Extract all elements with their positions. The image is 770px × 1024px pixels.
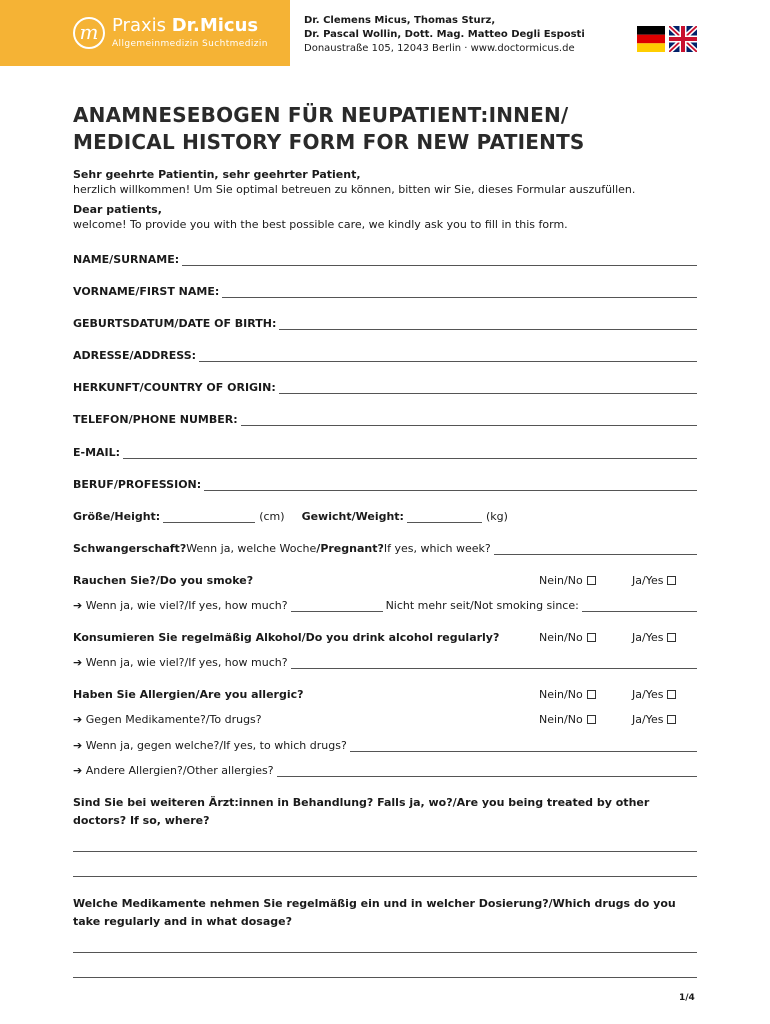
field-label: VORNAME/FIRST NAME: — [73, 285, 220, 298]
weight-label: Gewicht/Weight: — [301, 510, 404, 523]
option-label: Nein/No — [539, 713, 583, 726]
input-line[interactable] — [123, 448, 697, 459]
title-line-1: ANAMNESEBOGEN FÜR NEUPATIENT:INNEN/ — [73, 103, 569, 127]
page-title — [73, 102, 585, 156]
input-line[interactable] — [199, 351, 697, 362]
alcohol-no-option[interactable] — [539, 631, 596, 644]
checkbox[interactable] — [667, 576, 676, 585]
height-label: Größe/Height: — [73, 510, 161, 523]
height-unit: (cm) — [259, 510, 285, 523]
allergy-drugs-label: ➔ Gegen Medikamente?/To drugs? — [73, 713, 262, 726]
option-label: Ja/Yes — [632, 574, 664, 587]
intro-en-greeting: Dear patients, — [73, 203, 162, 216]
field-date-of-birth[interactable] — [73, 317, 697, 330]
allergy-drugs-yes-option[interactable] — [632, 713, 676, 726]
option-label: Nein/No — [539, 574, 583, 587]
title-line-2: MEDICAL HISTORY FORM FOR NEW PATIENTS — [73, 130, 585, 154]
field-name[interactable] — [73, 253, 697, 266]
uk-flag-icon[interactable] — [669, 26, 697, 52]
allergy-other-label: ➔ Andere Allergien?/Other allergies? — [73, 764, 274, 777]
intro-de-text: herzlich willkommen! Um Sie optimal betreuen zu können, bitten wir Sie, dieses Formular auszufüllen. — [73, 183, 636, 196]
field-label: E-MAIL: — [73, 446, 121, 459]
height-input[interactable] — [163, 512, 255, 523]
field-label: TELEFON/PHONE NUMBER: — [73, 413, 238, 426]
option-label: Ja/Yes — [632, 713, 664, 726]
input-line[interactable] — [279, 383, 697, 394]
field-label: BERUF/PROFESSION: — [73, 478, 202, 491]
weight-unit: (kg) — [485, 510, 508, 523]
checkbox[interactable] — [667, 690, 676, 699]
field-country-of-origin[interactable] — [73, 381, 697, 394]
field-first-name[interactable] — [73, 285, 697, 298]
option-label: Nein/No — [539, 631, 583, 644]
logo-name-plain: Praxis — [112, 15, 172, 36]
smoke-followup-row — [73, 599, 697, 612]
header-address: Donaustraße 105, 12043 Berlin · www.doctormicus.de — [304, 43, 575, 54]
allergy-which-label: ➔ Wenn ja, gegen welche?/If yes, to which drugs? — [73, 739, 347, 752]
field-label: NAME/SURNAME: — [73, 253, 180, 266]
field-profession[interactable] — [73, 478, 697, 491]
checkbox[interactable] — [587, 576, 596, 585]
logo-name-bold: Dr.Micus — [171, 15, 259, 36]
intro-en-text: welcome! To provide you with the best possible care, we kindly ask you to fill in this form. — [73, 218, 568, 231]
input-line[interactable] — [204, 480, 697, 491]
doctors-input-line-2[interactable] — [73, 876, 697, 877]
header-doctors-line-2: Dr. Pascal Wollin, Dott. Mag. Matteo Degli Esposti — [304, 29, 585, 40]
german-flag-icon[interactable] — [637, 26, 665, 52]
checkbox[interactable] — [587, 690, 596, 699]
medications-input-line-1[interactable] — [73, 952, 697, 953]
option-label: Ja/Yes — [632, 631, 664, 644]
logo-banner — [0, 0, 290, 66]
alcohol-question: Konsumieren Sie regelmäßig Alkohol/Do you drink alcohol regularly? — [73, 631, 500, 644]
field-address[interactable] — [73, 349, 697, 362]
alcohol-amount-input[interactable] — [291, 658, 697, 669]
smoke-since-label: Nicht mehr seit/Not smoking since: — [385, 599, 579, 612]
weight-input[interactable] — [407, 512, 482, 523]
smoke-no-option[interactable] — [539, 574, 596, 587]
field-phone[interactable] — [73, 413, 697, 426]
input-line[interactable] — [182, 255, 697, 266]
smoke-yes-option[interactable] — [632, 574, 676, 587]
doctors-question: Sind Sie bei weiteren Ärzt:innen in Behandlung? Falls ja, wo?/Are you being treated by other doctors? If so, where? — [73, 796, 650, 827]
smoke-amount-label: ➔ Wenn ja, wie viel?/If yes, how much? — [73, 599, 288, 612]
medications-input-line-2[interactable] — [73, 977, 697, 978]
field-label: ADRESSE/ADDRESS: — [73, 349, 197, 362]
field-label: GEBURTSDATUM/DATE OF BIRTH: — [73, 317, 277, 330]
pregnant-text-de: Wenn ja, welche Woche — [186, 542, 317, 555]
alcohol-yes-option[interactable] — [632, 631, 676, 644]
allergy-other-row — [73, 764, 697, 777]
input-line[interactable] — [222, 287, 697, 298]
pregnant-week-input[interactable] — [494, 544, 697, 555]
allergy-question: Haben Sie Allergien/Are you allergic? — [73, 688, 304, 701]
option-label: Nein/No — [539, 688, 583, 701]
input-line[interactable] — [279, 319, 697, 330]
pregnant-row — [73, 542, 697, 555]
alcohol-amount-label: ➔ Wenn ja, wie viel?/If yes, how much? — [73, 656, 288, 669]
allergy-which-row — [73, 739, 697, 752]
allergy-other-input[interactable] — [277, 766, 697, 777]
checkbox[interactable] — [587, 715, 596, 724]
option-label: Ja/Yes — [632, 688, 664, 701]
logo-icon: m — [73, 17, 105, 49]
smoke-amount-input[interactable] — [291, 601, 383, 612]
pregnant-label-de: Schwangerschaft? — [73, 542, 187, 555]
logo-tagline: Allgemeinmedizin Suchtmedizin — [112, 39, 268, 49]
page-number: 1/4 — [679, 993, 695, 1003]
allergy-drugs-no-option[interactable] — [539, 713, 596, 726]
field-label: HERKUNFT/COUNTRY OF ORIGIN: — [73, 381, 276, 394]
smoke-since-input[interactable] — [582, 601, 697, 612]
logo-name — [112, 16, 258, 36]
allergy-which-input[interactable] — [350, 741, 697, 752]
doctors-input-line-1[interactable] — [73, 851, 697, 852]
checkbox[interactable] — [587, 633, 596, 642]
checkbox[interactable] — [667, 633, 676, 642]
input-line[interactable] — [241, 415, 697, 426]
alcohol-followup-row — [73, 656, 697, 669]
intro-de-greeting: Sehr geehrte Patientin, sehr geehrter Patient, — [73, 168, 361, 181]
medications-question: Welche Medikamente nehmen Sie regelmäßig ein und in welcher Dosierung?/Which drugs do you take regularly and in what dosage? — [73, 897, 676, 928]
field-email[interactable] — [73, 446, 697, 459]
height-weight-row — [73, 510, 508, 523]
pregnant-text-en: If yes, which week? — [383, 542, 491, 555]
allergy-no-option[interactable] — [539, 688, 596, 701]
smoke-question: Rauchen Sie?/Do you smoke? — [73, 574, 254, 587]
checkbox[interactable] — [667, 715, 676, 724]
pregnant-label-en: /Pregnant? — [316, 542, 384, 555]
header-doctors-line-1: Dr. Clemens Micus, Thomas Sturz, — [304, 15, 496, 26]
allergy-yes-option[interactable] — [632, 688, 676, 701]
